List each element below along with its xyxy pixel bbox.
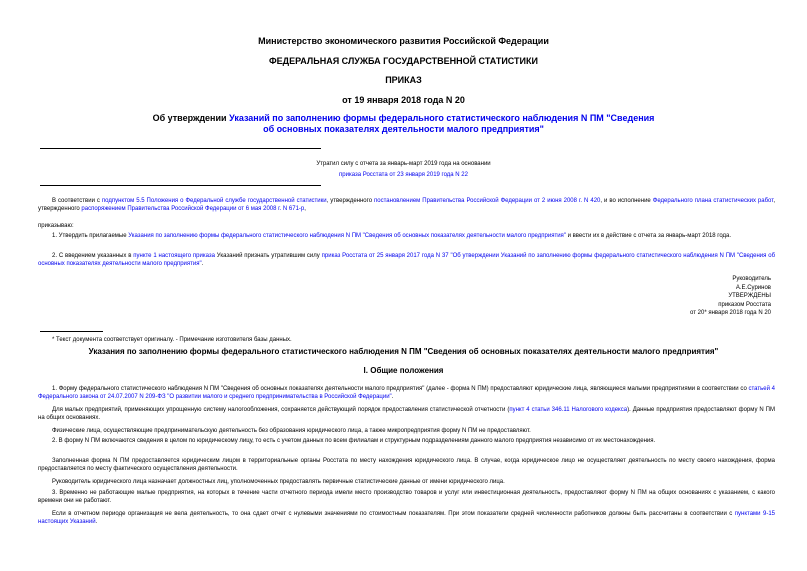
status-note (0, 160, 807, 179)
instructions-paragraph: 2. В форму N ПМ включаются сведения в целом по юридическому лицу, то есть с учетом данных по всем филиалам и структурным подразделениям данного малого предприятия независимо от их местонахождения. (52, 438, 656, 444)
order-word: приказываю: (38, 223, 74, 229)
footnote: * Текст документа соответствует оригиналу. - Примечание изготовителя базы данных. (52, 337, 292, 343)
preamble-text: , и во исполнение (600, 198, 653, 204)
date-number-heading: от 19 января 2018 года N 20 (342, 95, 465, 105)
order-title-link[interactable]: Указаний по заполнению формы федерального статистического наблюдения N ПМ "Сведения об основных показателях деятельности малого предприятия" (229, 113, 655, 134)
preamble-text: , утвержденного (38, 198, 775, 213)
section-heading: I. Общие положения (363, 366, 444, 375)
instructions-paragraph (38, 406, 775, 423)
item-1-paragraph (38, 232, 775, 240)
footnote-divider (40, 331, 103, 332)
doc-type-heading: ПРИКАЗ (385, 75, 422, 85)
order-title (150, 113, 657, 135)
divider (40, 185, 321, 186)
preamble-paragraph (38, 197, 775, 214)
paragraph-link[interactable]: пунктами 9-15 настоящих Указаний (38, 511, 775, 526)
paragraph-text: Если в отчетном периоде организация не вела деятельность, то она сдает отчет с нулевыми значениями по стоимостным показателям. При этом показатели средней численности работников должны быть рассчитаны в соответствии с (52, 511, 735, 517)
item-text: 1. Утвердить прилагаемые (52, 233, 129, 239)
instructions-paragraph: Руководитель юридического лица назначает должностных лиц, уполномоченных предоставлять первичные статистические данные от имени юридического лица. (52, 479, 505, 485)
instructions-paragraph (38, 385, 775, 402)
signature-role: Руководитель (732, 276, 771, 282)
signature-name: А.Е.Суринов (735, 284, 771, 291)
preamble-text: В соответствии с (52, 198, 102, 204)
approved-date: от 20* января 2018 года N 20 (690, 310, 771, 317)
divider (40, 148, 321, 149)
preamble-link[interactable]: подпунктом 5.5 Положения о Федеральной службе государственной статистики (101, 198, 327, 204)
paragraph-link[interactable]: статьей 4 Федерального закона от 24.07.2007 N 209-ФЗ "О развитии малого и среднего предпринимательства в Российской Федерации" (38, 386, 776, 401)
item-text: Указаний признать утратившим силу (214, 253, 322, 259)
paragraph-text: . (391, 394, 394, 401)
status-line: Утратил силу с отчета за январь-март 2019 года на основании (316, 161, 491, 167)
signature-block (690, 275, 771, 318)
status-link[interactable]: приказа Росстата от 23 января 2019 года N 22 (339, 172, 468, 179)
item-link[interactable]: пункте 1 настоящего приказа (133, 253, 215, 259)
instructions-paragraph: Физические лица, осуществляющие предпринимательскую деятельность без образования юридического лица, а также микропредприятия форму N ПМ не предоставляют. (52, 428, 531, 434)
paragraph-text: ). Данные предприятия предоставляют форму N ПМ на общих основаниях. (38, 407, 775, 422)
instructions-paragraph (38, 510, 775, 527)
item-text: и ввести их в действие с отчета за январь-март 2018 года. (565, 233, 732, 239)
approved-by-order: приказом Росстата (718, 301, 771, 308)
item-link[interactable]: приказ Росстата от 25 января 2017 года N 37 "Об утверждении Указаний по заполнению формы федерального статистического наблюдения N ПМ "Сведения об основных показателях деятельности малого предприятия" (38, 253, 776, 268)
item-2-paragraph (38, 252, 775, 269)
item-text: . (201, 261, 204, 268)
preamble-link[interactable]: постановлением Правительства Российской Федерации от 2 июня 2008 г. N 420 (374, 198, 601, 204)
preamble-link[interactable]: распоряжением Правительства Российской Федерации от 6 мая 2008 г. N 671-р (81, 206, 305, 213)
instructions-paragraph: 3. Временно не работающие малые предприятия, на которых в течение части отчетного периода имели место производство товаров и услуг или инвестиционная деятельность, предоставляют форму N ПМ на общих основаниях с указанием, с какого времени они не работают. (38, 490, 775, 505)
preamble-text: , (304, 206, 306, 213)
paragraph-link[interactable]: пункт 4 статьи 346.11 Налогового кодекса (509, 407, 628, 413)
paragraph-text: Для малых предприятий, применяющих упрощенную систему налогообложения, сохраняется действующий порядок предоставления статистической отчетности ( (52, 407, 510, 413)
item-text: 2. С введением указанных в (52, 253, 134, 259)
preamble-link[interactable]: Федерального плана статистических работ (652, 198, 774, 204)
service-heading: ФЕДЕРАЛЬНАЯ СЛУЖБА ГОСУДАРСТВЕННОЙ СТАТИСТИКИ (269, 56, 538, 66)
approved-label: УТВЕРЖДЕНЫ (728, 293, 771, 300)
instructions-paragraph: Заполненная форма N ПМ предоставляется юридическим лицом в территориальные органы Росстата по месту нахождения юридического лица. В случае, когда юридическое лицо не осуществляет деятельность по месту своего нахождения, форма предоставляется по месту фактического осуществления деятельности. (38, 458, 775, 473)
paragraph-text: . (95, 519, 98, 526)
instructions-title: Указания по заполнению формы федерального статистического наблюдения N ПМ "Сведения об основных показателях деятельности малого предприятия" (88, 347, 719, 356)
ministry-heading: Министерство экономического развития Российской Федерации (258, 36, 549, 46)
item-link[interactable]: Указания по заполнению формы федерального статистического наблюдения N ПМ "Сведения об основных показателях деятельности малого предприятия" (128, 233, 566, 239)
preamble-text: , утвержденного (326, 198, 375, 204)
order-title-prefix: Об утверждении (152, 113, 230, 123)
paragraph-text: 1. Форму федерального статистического наблюдения N ПМ "Сведения об основных показателях деятельности малого предприятия" (далее - форма N ПМ) предоставляют юридические лица, являющиеся малыми предприятиями в соответствии со (52, 386, 749, 392)
